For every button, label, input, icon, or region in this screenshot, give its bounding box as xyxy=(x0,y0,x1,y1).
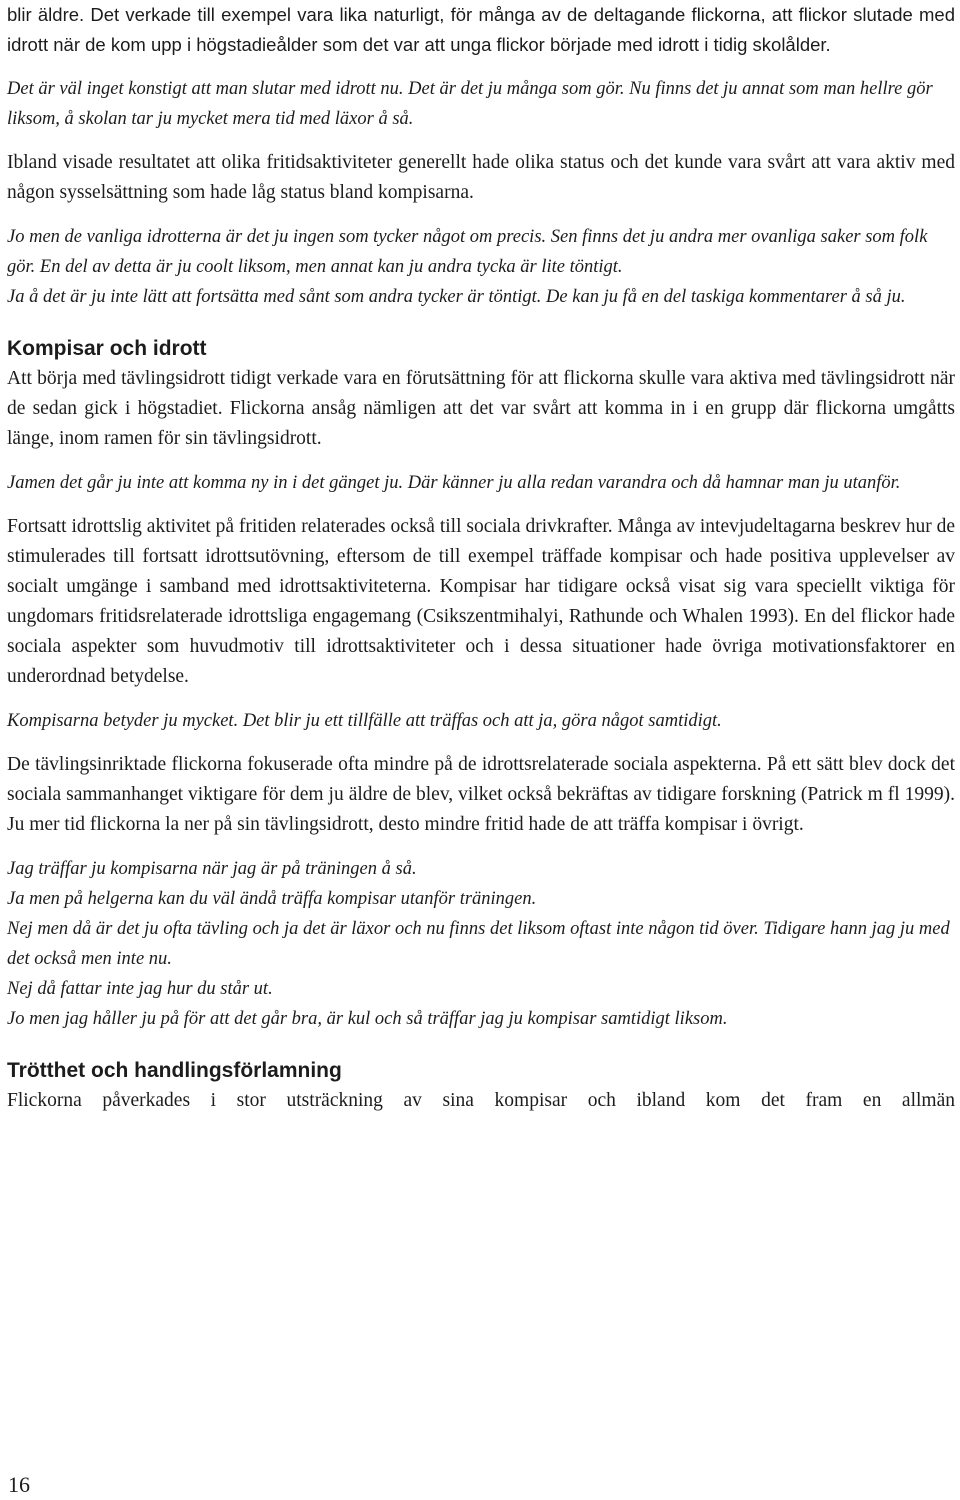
spacer xyxy=(7,1034,955,1056)
quote-star-ut: Nej då fattar inte jag hur du står ut. xyxy=(7,979,273,999)
spacer xyxy=(7,692,955,706)
spacer xyxy=(7,736,955,750)
paragraph-trotthet: Flickorna påverkades i stor utsträckning av sina kompisar och ibland kom det fram en allmän xyxy=(7,1090,955,1111)
quote-tavling-laxor: Nej men då är det ju ofta tävling och ja det är läxor och nu finns det liksom oftast inte någon tid över. Tidigare hann jag ju med det också men inte nu. xyxy=(7,919,950,969)
section-heading-trotthet: Trötthet och handlingsförlamning xyxy=(7,1059,342,1082)
spacer xyxy=(7,454,955,468)
quote-komma-ny: Jamen det går ju inte att komma ny in i det gänget ju. Där känner ju alla redan varandra och då hamnar man ju utanför. xyxy=(7,473,901,493)
paragraph-tavlingsinriktade: De tävlingsinriktade flickorna fokuserade ofta mindre på de idrottsrelaterade sociala aspekterna. På ett sätt blev dock det sociala sammanhanget viktigare för dem ju äldre de blev, vilket också bekräftas av tidigare forskning (Patrick m fl 1999). Ju mer tid flickorna la ner på sin tävlingsidrott, desto mindre fritid hade de att träffa kompisar i övrigt. xyxy=(7,754,955,835)
spacer xyxy=(7,208,955,222)
section-heading-kompisar: Kompisar och idrott xyxy=(7,337,207,360)
paragraph-intro: blir äldre. Det verkade till exempel vara lika naturligt, för många av de deltagande flickorna, att flickor slutade med idrott när de kom upp i högstadieålder som det var att unga flickor började med idrott i tidig skolålder. xyxy=(7,4,955,55)
paragraph-sociala-drivkrafter: Fortsatt idrottslig aktivitet på fritiden relaterades också till sociala drivkrafter. Många av intevjudeltagarna beskrev hur de stimulerades till fortsatt idrottsutövning, eftersom de till exempel träffade kompisar och hade positiva upplevelser av socialt umgänge i samband med idrottsaktiviteterna. Kompisar har tidigare också visat sig vara speciellt viktiga för ungdomars fritidsrelaterade idrottsliga engagemang (Csikszentmihalyi, Rathunde och Whalen 1993). En del flickor hade sociala aspekter som huvudmotiv till idrottsaktiviteter och i dessa situationer hade övriga motivationsfaktorer en underordnad betydelse. xyxy=(7,516,955,687)
quote-traffar-pa-traningen: Jag träffar ju kompisarna när jag är på träningen å så. xyxy=(7,859,417,879)
paragraph-tavlingsidrott: Att börja med tävlingsidrott tidigt verkade vara en förutsättning för att flickorna skulle vara aktiva med tävlingsidrott när de sedan gick i högstadiet. Flickorna ansåg nämligen att det var svårt att komma in i en grupp där flickorna umgåtts länge, inom ramen för sin tävlingsidrott. xyxy=(7,368,955,449)
page-number: 16 xyxy=(8,1472,30,1497)
spacer xyxy=(7,840,955,854)
quote-tontigt: Ja å det är ju inte lätt att fortsätta med sånt som andra tycker är töntigt. De kan ju få en del taskiga kommentarer å så ju. xyxy=(7,287,906,307)
spacer xyxy=(7,498,955,512)
quote-slutar-idrott: Det är väl inget konstigt att man slutar med idrott nu. Det är det ju många som gör. Nu finns det ju annat som man hellre gör liksom, å skolan tar ju mycket mera tid med läxor å så. xyxy=(7,79,933,129)
quote-helgerna: Ja men på helgerna kan du väl ändå träffa kompisar utanför träningen. xyxy=(7,889,537,909)
document-page xyxy=(7,0,955,1116)
paragraph-status: Ibland visade resultatet att olika fritidsaktiviteter generellt hade olika status och det kunde vara svårt att vara aktiv med någon sysselsättning som hade låg status bland kompisarna. xyxy=(7,152,955,203)
spacer xyxy=(7,60,955,74)
spacer xyxy=(7,312,955,334)
spacer xyxy=(7,134,955,148)
quote-haller-pa: Jo men jag håller ju på för att det går bra, är kul och så träffar jag ju kompisar samtidigt liksom. xyxy=(7,1009,728,1029)
quote-kompisarna-betyder: Kompisarna betyder ju mycket. Det blir ju ett tillfälle att träffas och att ja, göra något samtidigt. xyxy=(7,711,722,731)
quote-vanliga-idrotterna: Jo men de vanliga idrotterna är det ju ingen som tycker något om precis. Sen finns det ju andra mer ovanliga saker som folk gör. En del av detta är ju coolt liksom, men annat kan ju andra tycka är lite töntigt. xyxy=(7,227,928,277)
